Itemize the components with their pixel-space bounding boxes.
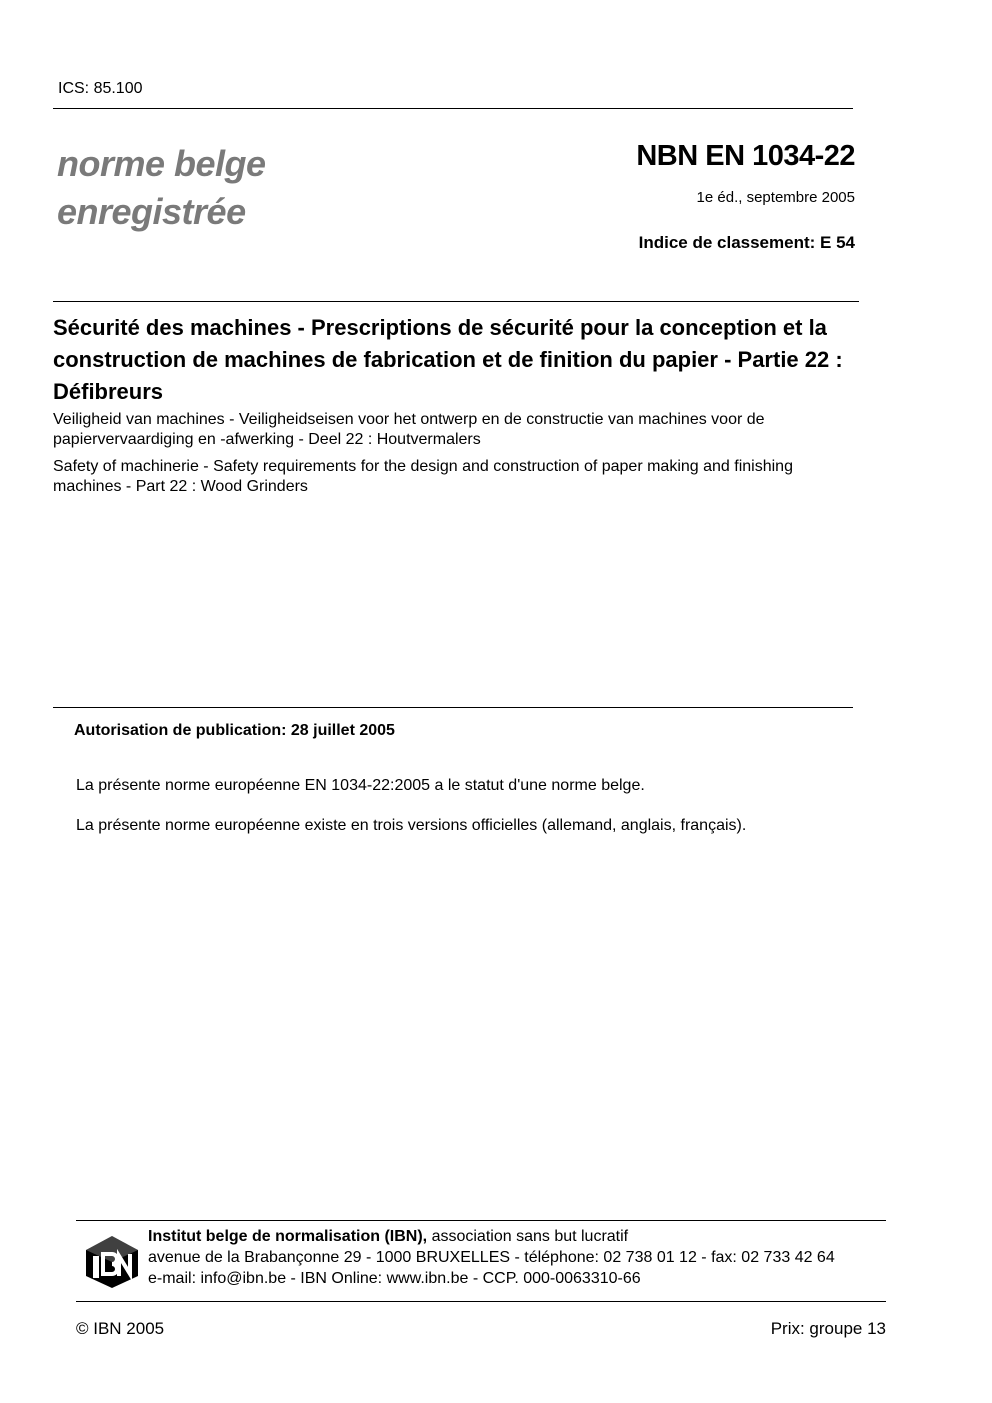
edition-date: 1e éd., septembre 2005 <box>696 189 855 206</box>
title-divider <box>53 301 859 302</box>
address-line: avenue de la Brabançonne 29 - 1000 BRUXELLES - téléphone: 02 738 01 12 - fax: 02 733 42 64 <box>148 1249 835 1266</box>
status-paragraph: La présente norme européenne EN 1034-22:2005 a le statut d'une norme belge. <box>76 777 645 794</box>
ibn-logo-icon <box>84 1234 140 1290</box>
footer-bottom-divider <box>76 1301 886 1302</box>
footer-block <box>148 1226 835 1289</box>
publication-authorisation: Autorisation de publication: 28 juillet 2005 <box>74 722 395 739</box>
brand-line-2: enregistrée <box>57 191 246 232</box>
title-english: Safety of machinerie - Safety requirements for the design and construction of paper making and finishing machines - Part 22 : Wood Grinders <box>53 458 793 495</box>
title-french: Sécurité des machines - Prescriptions de sécurité pour la conception et la construction de machines de fabrication et de finition du papier - Partie 22 : Défibreurs <box>53 315 843 404</box>
organization-type: association sans but lucratif <box>431 1228 629 1245</box>
body-divider <box>53 707 853 708</box>
footer-org-line <box>148 1226 835 1247</box>
price-group: Prix: groupe 13 <box>770 1319 886 1338</box>
copyright: © IBN 2005 <box>76 1319 165 1338</box>
classification-index: Indice de classement: E 54 <box>638 233 855 252</box>
standard-number: NBN EN 1034-22 <box>636 140 855 172</box>
brand-line-1: norme belge <box>57 143 266 184</box>
title-dutch: Veiligheid van machines - Veiligheidseisen voor het ontwerp en de constructie van machines voor de papiervervaardiging en -afwerking - Deel 22 : Houtvermalers <box>53 411 765 448</box>
organization-name: Institut belge de normalisation (IBN), <box>148 1228 428 1245</box>
ics-code: ICS: 85.100 <box>58 80 143 97</box>
header-divider <box>53 108 853 109</box>
versions-paragraph: La présente norme européenne existe en trois versions officielles (allemand, anglais, français). <box>76 817 747 834</box>
contact-line: e-mail: info@ibn.be - IBN Online: www.ibn.be - CCP. 000-0063310-66 <box>148 1270 641 1287</box>
brand-title <box>57 140 266 236</box>
footer-top-divider <box>76 1220 886 1221</box>
